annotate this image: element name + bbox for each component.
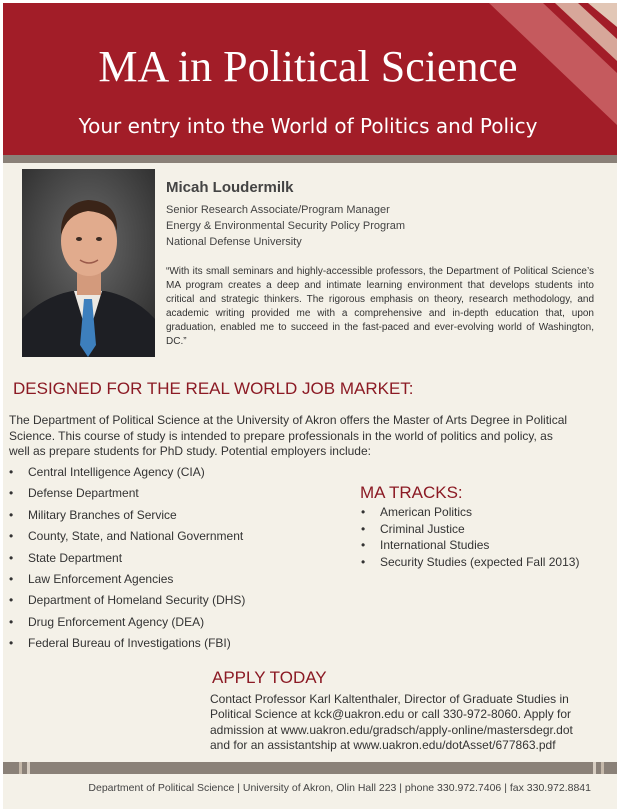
testimonial-name: Micah Loudermilk	[166, 179, 294, 196]
list-item: • Central Intelligence Agency (CIA)	[6, 463, 245, 484]
footer-contact: Department of Political Science | University of Akron, Olin Hall 223 | phone 330.972.7406 | fax 330.972.8841	[88, 782, 591, 794]
testimonial-quote: “With its small seminars and highly-accessible professors, the Department of Political Science’s MA program creates a deep and intimate learning environment that develops students into critical and strategic thinkers. The rigorous emphasis on theory, research methodology, and academic writing provided me with a comprehensive and in-depth education that, upon graduation, enabled me to succeed in the fast-paced and ever-evolving world of Washington, DC.”	[166, 266, 594, 347]
footer-band	[3, 762, 617, 774]
apply-contact-text: Contact Professor Karl Kaltenthaler, Director of Graduate Studies in Political Science at kck@uakron.edu or call 330-972-8060. Apply for admission at www.uakron.edu/gradsch/apply-online/mastersdegr.dot and for an assistantship at www.uakron.edu/dotAsset/677863.pdf	[210, 692, 573, 752]
program-intro: The Department of Political Science at the University of Akron offers the Master of Arts Degree in Political Science. This course of study is intended to prepare professionals in the world of politics and policy, as well as prepare students for PhD study. Potential employers include:	[9, 413, 568, 458]
list-item: • State Department	[6, 549, 245, 570]
list-item: • Federal Bureau of Investigations (FBI)	[6, 634, 245, 655]
tracks-list	[358, 504, 579, 570]
list-item: • International Studies	[358, 537, 579, 554]
flyer-page	[3, 3, 617, 809]
section-heading-real-world: DESIGNED FOR THE REAL WORLD JOB MARKET:	[13, 379, 414, 398]
testimonial-organization: National Defense University	[166, 236, 302, 248]
testimonial-title: Senior Research Associate/Program Manager	[166, 204, 390, 216]
list-item: • Department of Homeland Security (DHS)	[6, 591, 245, 612]
list-item: • Drug Enforcement Agency (DEA)	[6, 613, 245, 634]
employers-list	[6, 463, 245, 656]
list-item: • Defense Department	[6, 484, 245, 505]
page-title: MA in Political Science	[98, 42, 518, 91]
page-subtitle: Your entry into the World of Politics and Policy	[78, 114, 538, 138]
list-item: • Law Enforcement Agencies	[6, 570, 245, 591]
portrait-photo	[22, 169, 155, 357]
list-item: • Criminal Justice	[358, 521, 579, 538]
list-item: • Military Branches of Service	[6, 506, 245, 527]
list-item: • County, State, and National Government	[6, 527, 245, 548]
section-heading-tracks: MA TRACKS:	[360, 483, 463, 502]
list-item: • Security Studies (expected Fall 2013)	[358, 554, 579, 571]
section-heading-apply: APPLY TODAY	[212, 668, 327, 687]
header-banner	[3, 3, 617, 155]
testimonial-program: Energy & Environmental Security Policy Program	[166, 220, 406, 232]
list-item: • American Politics	[358, 504, 579, 521]
header-divider	[3, 155, 617, 163]
